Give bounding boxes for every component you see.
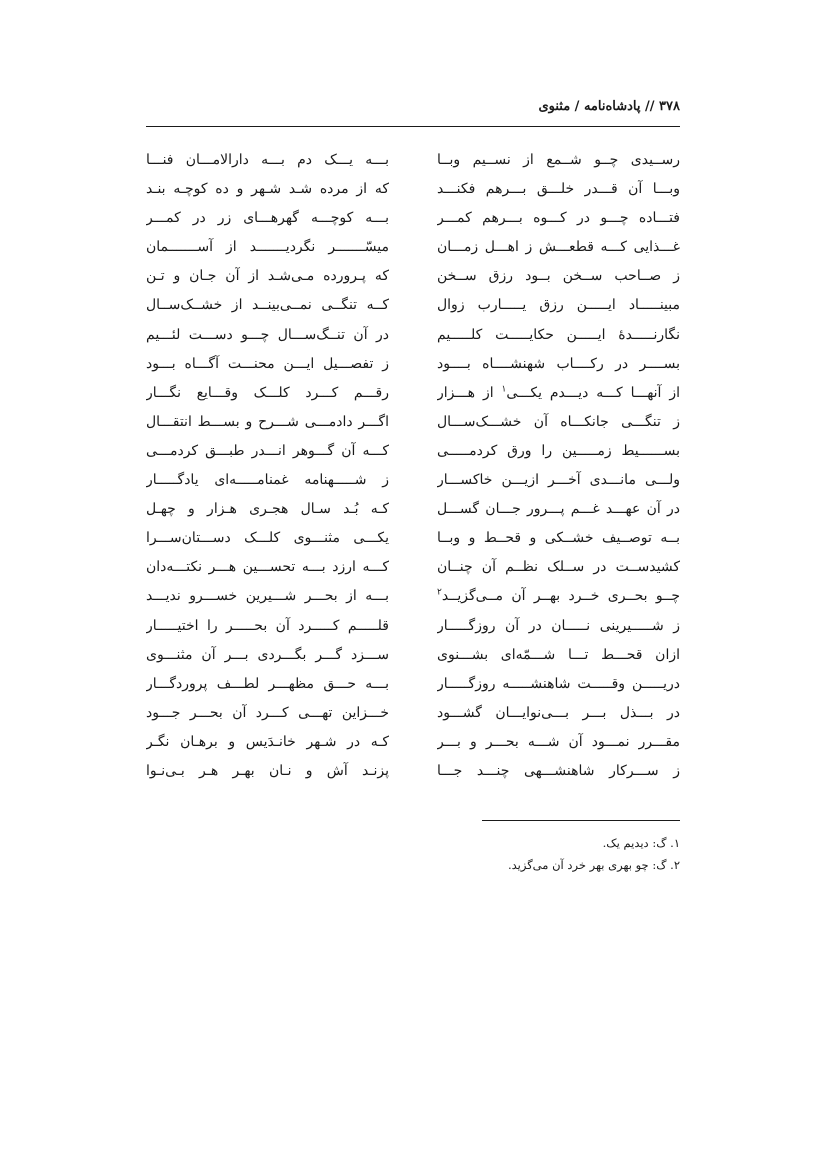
hemistich-first: کشیدســت در ســلک نظــم آن چنــان xyxy=(437,559,680,576)
couplet xyxy=(146,553,680,582)
hemistich-first: ولـــی مانـــدی آخـــر ازیـــن خاکســـار xyxy=(437,472,680,489)
hemistich-first: از آنهـــا کـــه دیـــدم یکـــی$^۱$ از هـــزار xyxy=(437,384,680,401)
couplet xyxy=(146,146,680,175)
hemistich-second: میسّـــــــر نگردیـــــــد از آســـــــمان xyxy=(146,239,389,256)
hemistich-second: قلـــــم کـــــرد آن بحـــــر را اختیـــــار xyxy=(146,617,389,634)
hemistich-first: بســــر در رکــــاب شهنشــــاه بــــود xyxy=(437,355,680,372)
couplet xyxy=(146,175,680,204)
couplet xyxy=(146,641,680,670)
couplet xyxy=(146,321,680,350)
hemistich-first: در بـــذل بـــر بـــی‌نوایـــان گشـــود xyxy=(437,704,680,721)
footnote-rule xyxy=(482,820,680,821)
couplet xyxy=(146,582,680,611)
couplet xyxy=(146,670,680,699)
couplet xyxy=(146,204,680,233)
couplet xyxy=(146,437,680,466)
hemistich-first: چــو بحــری خــرد بهــر آن مــی‌گزیــد$^۲$ xyxy=(437,587,680,605)
couplet xyxy=(146,350,680,379)
hemistich-second: کــه تنگــی نمــی‌بینــد از خشــک‌ســال xyxy=(146,297,389,314)
couplet xyxy=(146,379,680,408)
couplet xyxy=(146,524,680,553)
couplet xyxy=(146,757,680,786)
hemistich-second: کـه در شـهر خانـدَیس و برهـان نگـر xyxy=(146,733,389,750)
hemistich-first: مبینـــــاد ایـــــن رزق یـــــارب زوال xyxy=(437,297,680,314)
hemistich-first: بســــــیط زمـــــین را ورق کردمـــــی xyxy=(437,442,680,459)
hemistich-second: پزنـد آش و نـان بهـر هـر بـی‌نـوا xyxy=(146,762,389,779)
hemistich-second: که از مرده شـد شـهر و ده کوچـه بنـد xyxy=(146,181,389,198)
footnotes xyxy=(346,832,680,876)
couplet xyxy=(146,466,680,495)
hemistich-second: خـــزاین تهـــی کـــرد آن بحـــر جـــود xyxy=(146,704,389,721)
couplet xyxy=(146,262,680,291)
footnote-marker: ۲ xyxy=(437,587,442,598)
hemistich-second: بـــه کوچـــه گهرهـــای زر در کمـــر xyxy=(146,210,389,227)
hemistich-first: ز شـــــیرینی نـــــان در آن روزگـــــار xyxy=(437,617,680,634)
couplet xyxy=(146,291,680,320)
hemistich-second: که پـرورده مـی‌شـد از آن جـان و تـن xyxy=(146,268,389,285)
footnote-item: ۱. گ: دیدیم یک. xyxy=(602,836,680,850)
hemistich-second: کـــه آن گـــوهر انـــدر طبـــق کردمـــی xyxy=(146,442,389,459)
hemistich-second: بـــه حـــق مظهـــر لطـــف پروردگـــار xyxy=(146,675,389,692)
couplet xyxy=(146,233,680,262)
hemistich-second: ز شـــــهنامه غمنامـــــه‌ای یادگـــــار xyxy=(146,472,389,489)
couplet xyxy=(146,612,680,641)
hemistich-second: ز تفصـــیل ایـــن محنـــت آگـــاه بـــود xyxy=(146,355,389,372)
hemistich-first: ز صــاحب ســخن بــود رزق ســخن xyxy=(437,268,680,285)
hemistich-first: دریـــــن وقـــــت شاهنشـــــه روزگـــــار xyxy=(437,675,680,692)
hemistich-first: ز تنگـــی جانکـــاه آن خشـــک‌ســـال xyxy=(437,413,680,430)
hemistich-first: رســیدی چــو شــمع از نســیم وبــا xyxy=(437,152,680,168)
couplet xyxy=(146,495,680,524)
hemistich-second: رقـــم کـــرد کلـــک وقـــایع نگـــار xyxy=(146,384,389,401)
hemistich-second: کـــه ارزد بـــه تحســـین هـــر نکتـــه‌دان xyxy=(146,559,389,576)
hemistich-second: ســـزد گـــر بگـــردی بـــر آن مثنـــوی xyxy=(146,646,389,663)
hemistich-first: ز ســـرکار شاهنشـــهی چنـــد جـــا xyxy=(437,762,680,779)
couplet xyxy=(146,408,680,437)
hemistich-first: غـــذایی کـــه قطعـــش ز اهـــل زمـــان xyxy=(437,239,680,256)
footnote-marker: ۱ xyxy=(501,384,507,395)
hemistich-second: کـه بُـد سـال هجـری هـزار و چهـل xyxy=(146,501,389,518)
footnote-item: ۲. گ: چو بهری بهر خرد آن می‌گزید. xyxy=(507,858,680,872)
hemistich-first: بــه توصــیف خشــکی و قحــط و وبــا xyxy=(437,530,680,547)
hemistich-first: ازان قحـــط تـــا شـــمّه‌ای بشـــنوی xyxy=(437,646,680,663)
hemistich-first: وبـــا آن قـــدر خلـــق بـــرهم فکنـــد xyxy=(437,181,680,198)
header-rule xyxy=(146,126,680,127)
hemistich-first: فتـــاده چـــو در کـــوه بـــرهم کمـــر xyxy=(437,210,680,227)
hemistich-second: بـــه یـــک دم بـــه دارالامـــان فنـــا xyxy=(146,152,389,168)
hemistich-second: در آن تنــگ‌ســـال چـــو دســـت لئـــیم xyxy=(146,326,389,343)
hemistich-second: یکـــی مثنـــوی کلـــک دســـتان‌ســـرا xyxy=(146,530,389,547)
hemistich-first: نگارنـــــدهٔ ایـــــن حکایـــــت کلـــــیم xyxy=(437,326,680,343)
running-header: ۳۷۸ // پادشاه‌نامه / مثنوی xyxy=(538,99,680,114)
couplet xyxy=(146,699,680,728)
hemistich-first: در آن عهـــد غـــم پـــرور جـــان گســـل xyxy=(437,501,680,518)
hemistich-second: بـــه از بحـــر شـــیرین خســـرو ندیـــد xyxy=(146,588,389,605)
hemistich-second: اگـــر دادمـــی شـــرح و بســـط انتقـــال xyxy=(146,413,389,430)
couplet xyxy=(146,728,680,757)
hemistich-first: مقـــرر نمـــود آن شـــه بحـــر و بـــر xyxy=(437,733,680,750)
poem-body xyxy=(146,146,680,786)
